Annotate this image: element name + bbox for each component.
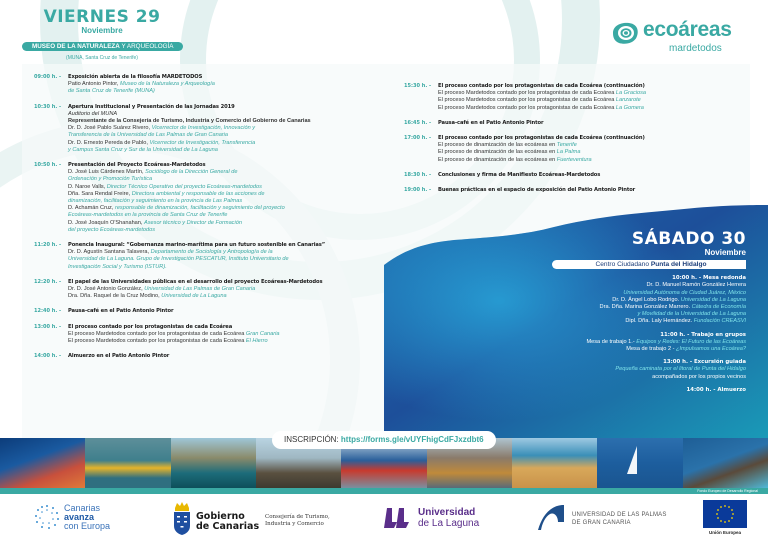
agenda-time: 12:20 h. -	[34, 278, 62, 285]
friday-venue-location: (MUNA, Santa Cruz de Tenerife)	[66, 55, 138, 61]
saturday-line: Dra. Dña. Marina González Marrero. Cátedra de Economía	[599, 304, 746, 311]
crown-shield-icon	[172, 500, 192, 536]
venue-name-rest: Y ARQUEOLOGÍA	[119, 43, 174, 50]
friday-afternoon-agenda	[404, 83, 754, 199]
photo-kayakers	[85, 438, 170, 488]
gobierno-line2: de Canarias	[196, 521, 260, 532]
friday-morning-agenda	[34, 74, 394, 366]
agenda-title: El proceso contado por los protagonistas de cada Ecoárea (continuación)	[438, 83, 645, 89]
saturday-line: acompañados por los propios vecinos	[652, 373, 746, 380]
agenda-line: El proceso de dinamización de las ecoáreas en Fuerteventura	[438, 156, 592, 163]
agenda-time: 10:30 h. -	[34, 103, 62, 110]
agenda-item	[404, 83, 754, 112]
agenda-time: 09:00 h. -	[34, 74, 62, 80]
agenda-line: Ecoáreas-mardetodos en la provincia de Santa Cruz de Tenerife	[68, 212, 228, 219]
agenda-title: Almuerzo en el Patio Antonio Pintor	[68, 353, 170, 360]
canarias-line3: con Europa	[64, 521, 111, 531]
agenda-line: Universidad de La Laguna. Grupo de Investigación PESCATUR, Instituto Universitario de	[68, 256, 289, 263]
agenda-line: Dr. D. José Antonio González, Universidad de Las Palmas de Gran Canaria	[68, 286, 256, 293]
agenda-line: El proceso de dinamización de las ecoáreas en La Palma	[438, 149, 581, 156]
logo-name: ecoáreas	[643, 18, 732, 41]
ulpgc-wave-icon	[536, 502, 566, 532]
eu-label: Unión Europea	[708, 530, 741, 535]
registration-label: INSCRIPCIÓN:	[284, 435, 341, 444]
agenda-line: Dra. Dña. Raquel de la Cruz Modino, Universidad de La Laguna	[68, 293, 227, 300]
ecoareas-logo	[610, 18, 760, 58]
saturday-line: Mesa de trabajo 2 - ¿Impulsamos una Ecoárea?	[626, 346, 746, 353]
agenda-title: Ponencia Inaugural: “Gobernanza marino-marítima para un futuro sostenible en Canarias”	[68, 242, 326, 249]
ecoareas-wave-icon	[610, 21, 640, 46]
saturday-item-title: 13:00 h. - Excursión guiada	[663, 359, 746, 366]
agenda-line: Patio Antonio Pintor, Museo de la Naturaleza y Arqueología	[68, 81, 215, 88]
agenda-item	[404, 120, 754, 127]
eu-flag-icon	[703, 500, 747, 528]
venue-name: Punta del Hidalgo	[650, 261, 707, 268]
sponsor-footer	[0, 494, 768, 543]
ulpgc-line1: UNIVERSIDAD DE LAS PALMAS	[572, 512, 667, 518]
saturday-line: Mesa de trabajo 1.- Equipos y Redes: El Futuro de las Ecoáreas	[586, 338, 746, 345]
agenda-line: D. José Joaquín O'Shanahan, Asesor técnico y Director de Formación	[68, 219, 242, 226]
saturday-item	[506, 359, 746, 381]
saturday-line: Dipl. Dña. Laly Hernández. Fundación CREASVI	[625, 318, 746, 325]
agenda-line: El proceso Mardetodos contado por los protagonistas de cada Ecoárea Lanzarote	[438, 97, 641, 104]
saturday-line: Dr. D. Manuel Ramón González Herrera	[646, 282, 746, 289]
agenda-time: 14:00 h. -	[34, 353, 62, 360]
agenda-line: Representante de la Consejería de Turismo, Industria y Comercio del Gobierno de Canarias	[68, 118, 311, 125]
agenda-title: Pausa-café en el Patio Antonio Pintor	[438, 119, 544, 126]
saturday-line: Pequeña caminata por el litoral de Punta del Hidalgo	[615, 366, 746, 373]
canarias-line2: avanza	[64, 512, 95, 522]
agenda-time: 16:45 h. -	[404, 119, 432, 126]
agenda-line: Transferencia de la Universidad de Las Palmas de Gran Canaria	[68, 132, 229, 139]
agenda-title: Conclusiones y firma de Manifiesto Ecoáreas-Mardetodos	[438, 171, 601, 178]
photo-coral-diver	[0, 438, 85, 488]
agenda-line: Dr. D. Agustín Santana Talavera, Departamento de Sociología y Antropología de la	[68, 249, 273, 256]
ull-line2: de La Laguna	[418, 518, 480, 529]
agenda-item	[34, 324, 394, 346]
canarias-line1: Canarias	[64, 503, 101, 513]
agenda-line: Dña. Sara Rendal Freire, Directora ambiental y responsable de las acciones de	[68, 190, 265, 197]
agenda-title: Apertura Institucional y Presentación de las Jornadas 2019	[68, 103, 235, 110]
agenda-time: 10:50 h. -	[34, 162, 62, 169]
saturday-item	[506, 332, 746, 354]
consejeria-line1: Consejería de Turismo,	[265, 514, 330, 520]
venue-name: MUSEO DE LA NATURALEZA	[32, 43, 120, 50]
agenda-item	[34, 162, 394, 234]
photo-beach	[512, 438, 597, 488]
agenda-title: El papel de las Universidades públicas en el desarrollo del proyecto Ecoáreas-Mardetodos	[68, 278, 323, 285]
sun-dots-icon	[34, 504, 60, 530]
saturday-line: y Movilidad de la Universidad de La Laguna	[637, 311, 746, 318]
saturday-item	[506, 387, 746, 394]
agenda-line: El proceso Mardetodos contado por los protagonistas de cada Ecoárea Gran Canaria	[68, 330, 280, 337]
agenda-item	[34, 242, 394, 271]
saturday-month: Noviembre	[704, 248, 746, 257]
agenda-line: Ordenación y Promoción Turística	[68, 176, 153, 183]
agenda-item	[34, 104, 394, 154]
saturday-venue-badge	[552, 260, 746, 269]
agenda-title: Buenas prácticas en el espacio de exposición del Patio Antonio Pintor	[438, 187, 636, 194]
saturday-line: Dr. D. Ángel Lobo Rodrigo. Universidad de La Laguna	[612, 296, 746, 303]
saturday-item-title: 14:00 h. - Almuerzo	[686, 386, 746, 393]
friday-venue-badge	[22, 42, 183, 51]
agenda-line: del proyecto Ecoáreas-mardetodos	[68, 226, 156, 233]
agenda-line: y Campus Santa Cruz y Sur de la Universidad de La Laguna	[68, 146, 218, 153]
agenda-line: Dr. D. José Pablo Suárez Rivero, Vicerrector de Investigación, Innovación y	[68, 125, 256, 132]
agenda-line: de Santa Cruz de Tenerife (MUNA)	[68, 88, 155, 95]
agenda-line: El proceso Mardetodos contado por los protagonistas de cada Ecoárea La Gomera	[438, 104, 644, 111]
agenda-title: El proceso contado por los protagonistas de cada Ecoárea	[68, 323, 233, 330]
friday-day: VIERNES 29	[43, 7, 161, 27]
agenda-title: Exposición abierta de la filosofía MARDETODOS	[68, 74, 203, 80]
friday-month: Noviembre	[81, 26, 123, 35]
consejeria-logo	[265, 514, 330, 528]
agenda-time: 12:40 h. -	[34, 308, 62, 315]
gobierno-line1: Gobierno	[196, 511, 245, 522]
logo-subtitle: mardetodos	[669, 43, 722, 54]
agenda-title: Pausa-café en el Patio Antonio Pintor	[68, 308, 174, 315]
ull-double-l-icon	[384, 506, 412, 530]
ulpgc-line2: DE GRAN CANARIA	[572, 519, 631, 526]
photo-natural-pools	[683, 438, 768, 488]
registration-banner	[272, 431, 496, 449]
agenda-title: El proceso contado por los protagonistas de cada Ecoárea (continuación)	[438, 135, 645, 142]
photo-coastal-pool	[171, 438, 256, 488]
saturday-item-title: 11:00 h. - Trabajo en grupos	[660, 331, 746, 338]
agenda-title: Presentación del Proyecto Ecoáreas-Mardetodos	[68, 162, 206, 169]
agenda-line: El proceso Mardetodos contado por los protagonistas de cada Ecoárea El Hierro	[68, 338, 268, 345]
agenda-time: 19:00 h. -	[404, 187, 432, 194]
eu-logo	[702, 500, 748, 535]
agenda-item	[404, 135, 754, 164]
photo-sailboat	[597, 438, 682, 488]
saturday-day: SÁBADO 30	[631, 229, 746, 249]
friday-header	[22, 8, 182, 61]
agenda-time: 13:00 h. -	[34, 323, 62, 330]
consejeria-line2: Industria y Comercio	[265, 521, 324, 527]
agenda-item	[404, 172, 754, 179]
registration-link[interactable]: https://forms.gle/vUYFhigCdFJxzdbt6	[340, 435, 484, 444]
saturday-item-title: 10:00 h. - Mesa redonda	[672, 275, 746, 282]
agenda-item	[34, 308, 394, 315]
agenda-time: 17:00 h. -	[404, 135, 432, 142]
agenda-line: Dr. D. Ernesto Pereda de Pablo, Vicerrector de Investigación, Transferencia	[68, 139, 256, 146]
agenda-line: D. Naroe Valls, Director Técnico Operativo del proyecto Ecoáreas-mardetodos	[68, 183, 262, 190]
agenda-time: 11:20 h. -	[34, 242, 62, 249]
agenda-line: Auditorio del MUNA	[68, 110, 118, 117]
saturday-program	[506, 230, 746, 394]
agenda-line: Investigación Social y Turismo (ISTUR).	[68, 263, 167, 270]
agenda-line: El proceso Mardetodos contado por los protagonistas de cada Ecoárea La Graciosa	[438, 90, 647, 97]
agenda-line: D. Achamán Cruz, responsable de dinamización, facilitación y seguimiento del proyecto	[68, 205, 285, 212]
agenda-line: dinamización, facilitación y seguimiento en la provincia de Las Palmas	[68, 198, 243, 205]
saturday-line: Universidad Autónoma de Ciudad Juárez, México	[623, 289, 746, 296]
feder-caption: Fondo Europeo de Desarrollo Regional	[697, 489, 758, 493]
agenda-item	[34, 74, 394, 96]
agenda-line: D. José Luis Cárdenes Martín, Sociólogo de la Dirección General de	[68, 169, 238, 176]
agenda-line: El proceso de dinamización de las ecoáreas en Tenerife	[438, 142, 577, 149]
agenda-item	[34, 279, 394, 301]
agenda-time: 18:30 h. -	[404, 171, 432, 178]
agenda-item	[34, 353, 394, 360]
venue-prefix: Centro Ciudadano	[595, 261, 651, 268]
saturday-item	[506, 275, 746, 325]
agenda-item	[404, 187, 754, 194]
ull-line1: Universidad	[418, 507, 476, 518]
agenda-time: 15:30 h. -	[404, 83, 432, 89]
